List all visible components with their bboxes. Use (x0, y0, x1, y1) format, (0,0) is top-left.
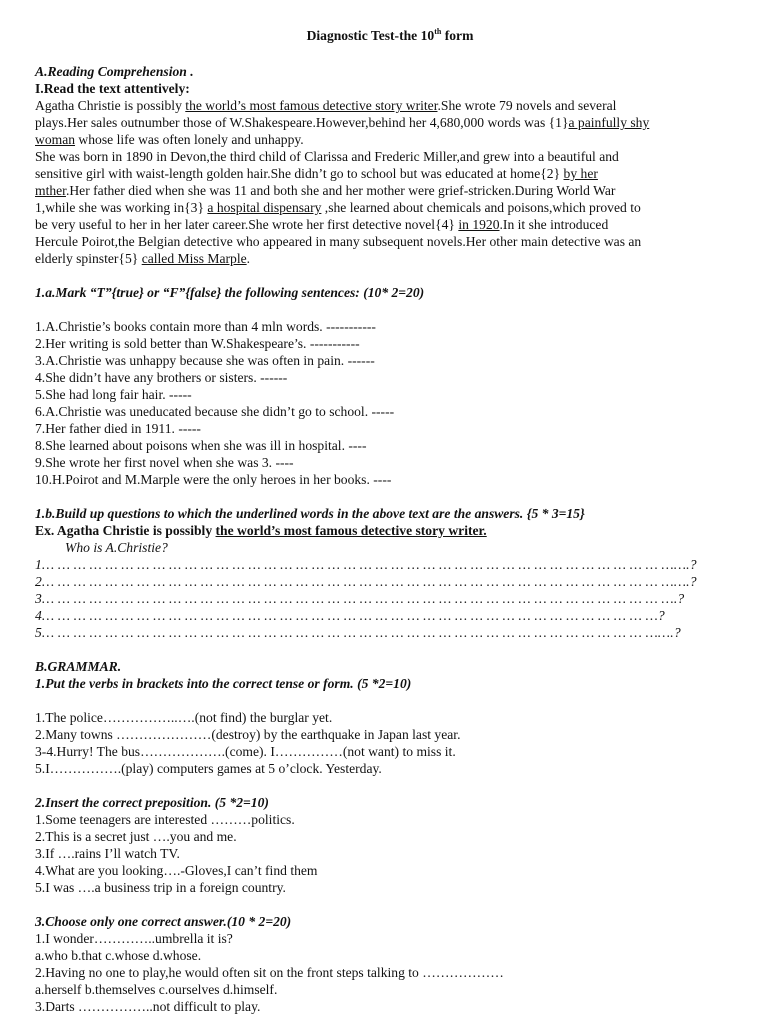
list-item: 4.She didn’t have any brothers or sisters. ------ (35, 370, 288, 385)
list-item: 6.A.Christie was uneducated because she didn’t go to school. ----- (35, 404, 395, 419)
example-underlined: the world’s most famous detective story writer. (215, 523, 487, 538)
reading-text (35, 97, 745, 267)
list-item: 7.Her father died in 1911. ----- (35, 421, 201, 436)
underlined-answer: woman (35, 132, 76, 147)
underlined-answer: a painfully shy (568, 115, 650, 130)
list-item: 2.Her writing is sold better than W.Shakespeare’s. ----------- (35, 336, 360, 351)
text-line: Hercule Poirot,the Belgian detective who appeared in many subsequent novels.Her other main detective was an (35, 234, 642, 249)
list-item: 3-4.Hurry! The bus……………….(come). I……………(not want) to miss it. (35, 744, 456, 759)
list-item: 2.Many towns …………………(destroy) by the earthquake in Japan last year. (35, 727, 461, 742)
underlined-answer: the world’s most famous detective story writer (185, 98, 438, 113)
list-item: 2.Having no one to play,he would often sit on the front steps talking to ……………… (35, 965, 504, 980)
section-b-heading: B.GRAMMAR. (35, 659, 122, 674)
list-item: 3.A.Christie was unhappy because she was often in pain. ------ (35, 353, 375, 368)
list-item: 5.I was ….a business trip in a foreign country. (35, 880, 286, 895)
list-item: 4.What are you looking….-Gloves,I can’t find them (35, 863, 318, 878)
task-1b-example: Ex. Agatha Christie is possibly the world’s most famous detective story writer. (35, 523, 487, 538)
list-item: a.herself b.themselves c.ourselves d.himself. (35, 982, 278, 997)
underlined-answer: called Miss Marple (141, 251, 247, 266)
document-body (35, 63, 745, 1015)
list-item: 8.She learned about poisons when she was ill in hospital. ---- (35, 438, 367, 453)
list-item: 1.I wonder…………..umbrella it is? (35, 931, 233, 946)
underlined-answer: a hospital dispensary (207, 200, 322, 215)
answer-line: 5… … … … … … … … … … … … … … … … … … … … … … … … … … … … … … … … … … … … … … …….? (35, 625, 681, 640)
task-1b-example-answer: Who is A.Christie? (65, 540, 168, 555)
list-item: a.who b.that c.whose d.whose. (35, 948, 202, 963)
answer-line: 4… … … … … … … … … … … … … … … … … … … … … … … … … … … … … … … … … … … … … … …? (35, 608, 665, 623)
page-title (0, 27, 768, 44)
text-line: mther.Her father died when she was 11 and both she and her mother were grief-stricken.During World War (35, 183, 616, 198)
list-item: 1.Some teenagers are interested ………politics. (35, 812, 295, 827)
title-main: Diagnostic Test-the 10 (306, 28, 435, 43)
grammar-1-heading: 1.Put the verbs in brackets into the correct tense or form. (5 *2=10) (35, 676, 412, 691)
list-item: 3.If ….rains I’ll watch TV. (35, 846, 180, 861)
text-line: 1,while she was working in{3} a hospital dispensary ,she learned about chemicals and poisons,which proved to (35, 200, 641, 215)
title-superscript: th (434, 27, 442, 36)
grammar-1-list (35, 709, 745, 777)
list-item: 3.Darts ……………..not difficult to play. (35, 999, 261, 1014)
grammar-3-heading: 3.Choose only one correct answer.(10 * 2=20) (35, 914, 292, 929)
answer-line: 3… … … … … … … … … … … … … … … … … … … … … … … … … … … … … … … … … … … … … … … ….? (35, 591, 685, 606)
text-line: plays.Her sales outnumber those of W.Shakespeare.However,behind her 4,680,000 words was {1}a painfully shy (35, 115, 650, 130)
underlined-answer: mther (35, 183, 66, 198)
task-1b-answer-lines (35, 556, 745, 641)
task-1a-heading: 1.a.Mark “T”{true} or “F”{false} the following sentences: (10* 2=20) (35, 285, 425, 300)
text-line: be very useful to her in her later career.She wrote her first detective novel{4} in 1920.In it she introduced (35, 217, 609, 232)
answer-line: 2… … … … … … … … … … … … … … … … … … … … … … … … … … … … … … … … … … … … … … … …….? (35, 574, 697, 589)
list-item: 5.I…………….(play) computers games at 5 o’clock. Yesterday. (35, 761, 382, 776)
list-item: 9.She wrote her first novel when she was 3. ---- (35, 455, 294, 470)
text-line: elderly spinster{5} called Miss Marple. (35, 251, 251, 266)
task-1a-list (35, 318, 745, 488)
grammar-3-list (35, 930, 745, 1015)
underlined-answer: by her (563, 166, 598, 181)
read-heading: I.Read the text attentively: (35, 81, 190, 96)
list-item: 1.The police……………..….(not find) the burglar yet. (35, 710, 333, 725)
section-a-heading: A.Reading Comprehension . (35, 64, 194, 79)
list-item: 2.This is a secret just ….you and me. (35, 829, 237, 844)
list-item: 5.She had long fair hair. ----- (35, 387, 192, 402)
title-tail: form (441, 28, 474, 43)
list-item: 1.A.Christie’s books contain more than 4 mln words. ----------- (35, 319, 376, 334)
text-line: woman whose life was often lonely and unhappy. (35, 132, 304, 147)
text-line: Agatha Christie is possibly the world’s most famous detective story writer.She wrote 79 novels and several (35, 98, 617, 113)
grammar-2-heading: 2.Insert the correct preposition. (5 *2=10) (35, 795, 269, 810)
list-item: 10.H.Poirot and M.Marple were the only heroes in her books. ---- (35, 472, 392, 487)
underlined-answer: in 1920 (458, 217, 500, 232)
answer-line: 1… … … … … … … … … … … … … … … … … … … … … … … … … … … … … … … … … … … … … … … …….? (35, 557, 697, 572)
grammar-2-list (35, 811, 745, 896)
text-line: sensitive girl with waist-length golden hair.She didn’t go to school but was educated at home{2} by her (35, 166, 598, 181)
text-line: She was born in 1890 in Devon,the third child of Clarissa and Frederic Miller,and grew into a beautiful and (35, 149, 619, 164)
task-1b-heading: 1.b.Build up questions to which the underlined words in the above text are the answers. {5 * 3=15} (35, 506, 585, 521)
